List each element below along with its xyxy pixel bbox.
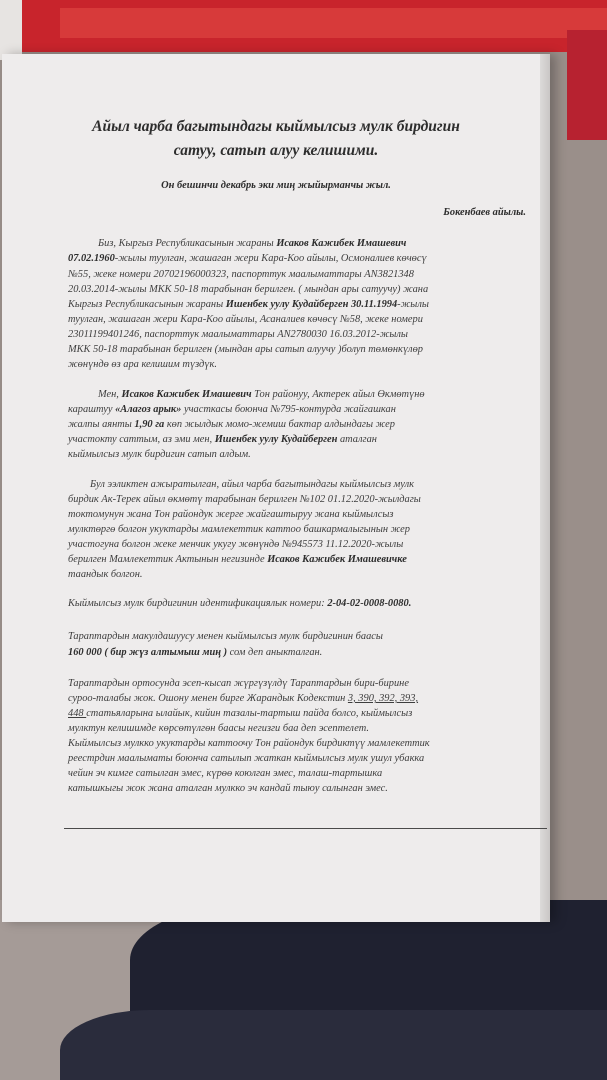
text-line: туулган, жашаган жери Кара-Коо айылы, Асаналиев көчөсү №58, жеке номери — [68, 314, 423, 325]
text-line: бирдик Ак-Терек айыл өкмөтү тарабынан берилген №102 01.12.2020-жылдагы — [68, 494, 421, 505]
text-line: мулктөргө болгон укуктарды мамлекеттик каттоо башкармалыгынын жер — [68, 524, 410, 535]
text-line: 20.03.2014-жылы МКК 50-18 тарабынан берилген. ( мындан ары сатуучу) жана — [68, 284, 429, 295]
date-line: Он бешинчи декабрь эки миң жыйырманчы жыл. — [161, 180, 391, 191]
text-line: участокту саттым, аз эми мен, Ишенбек уулу Кудайберген аталган — [68, 434, 377, 445]
text-line: Кыймылсыз мулкко укуктарды каттоочу Тон райондук бирдиктүү мамлекеттик — [68, 738, 430, 749]
text-line: кыймылсыз мулк бирдигин сатып алдым. — [68, 449, 251, 460]
background-paper — [0, 0, 22, 60]
red-folder-edge — [567, 30, 607, 140]
place-line: Бокенбаев айылы. — [443, 207, 526, 218]
text-line: МКК 50-18 тарабынан берилген (мындан ары сатып алуучу )болуп төмөнкүлөр — [68, 344, 423, 355]
text-line: таандык болгон. — [68, 569, 143, 580]
text-line: суроо-талабы жок. Ошону менен бирге Жарандык Кодекстин 3, 390, 392, 393, — [68, 693, 419, 704]
signature-divider — [64, 828, 547, 829]
text-line: 07.02.1960-жылы туулган, жашаган жери Кара-Коо айылы, Осмоналиев көчөсү — [68, 253, 427, 264]
text-line: 23011199401246, паспорттук маалыматтары AN2780030 16.03.2012-жылы — [68, 329, 408, 340]
text-line: №55, жеке номери 20702196000323, паспорттук маалыматтары AN3821348 — [68, 269, 414, 280]
text-line: 448 статьяларына ылайык, кийин тазалы-тартыш пайда болсо, кыймылсыз — [68, 708, 413, 719]
contract-sheet — [2, 54, 550, 922]
text-line: мулктун келишимде көрсөтүлгөн баасы негизги баа деп эсептелет. — [68, 723, 369, 734]
text-line: участогуна болгон жеке менчик укугу жөнүндө №945573 11.12.2020-жылы — [68, 539, 404, 550]
text-line: Кыргыз Республикасынын жараны Ишенбек уулу Кудайберген 30.11.1994-жылы — [68, 299, 429, 310]
title-line-1: Айыл чарба багытындагы кыймылсыз мулк бирдигин — [92, 118, 460, 135]
text-line: 160 000 ( бир жүз алтымыш миң ) сом деп аныкталган. — [68, 647, 323, 658]
text-line: реестрдин маалыматы боюнча сатылып жаткан кыймылсыз мулк ушул убакка — [68, 753, 425, 764]
text-line: караштуу «Алагоз арык» участкасы боюнча №795-контурда жайгашкан — [68, 404, 396, 415]
text-line: чейин эч кимге сатылган эмес, күрөө коюлган эмес, талаш-тартышка — [68, 768, 383, 779]
text-line: Тараптардын макулдашуусу менен кыймылсыз мулк бирдигинин баасы — [68, 631, 383, 642]
text-line: жалпы аянты 1,90 га көп жылдык момо-жемиш бактар алдындагы жер — [68, 419, 395, 430]
title-line-2: сатуу, сатып алуу келишими. — [173, 142, 379, 159]
text-line: Тараптардын ортосунда эсеп-кысап жүргүзүлдү Тараптардын бири-бирине — [68, 678, 409, 689]
text-line: жөнүндө өз ара келишим түздүк. — [68, 359, 217, 370]
identification-number-line: Кыймылсыз мулк бирдигинин идентификациялык номери: 2-04-02-0008-0080. — [68, 598, 412, 609]
dark-fabric-fold — [60, 1010, 607, 1080]
text-line: берилген Мамлекеттик Актынын негизинде Исаков Кажибек Имашевичке — [68, 554, 407, 565]
red-folder-inner — [60, 8, 607, 38]
text-line: Биз, Кыргыз Республикасынын жараны Исаков Кажибек Имашевич — [98, 238, 407, 249]
text-line: токтомунун жана Тон райондук жерге жайгаштыруу жана кыймылсыз — [68, 509, 394, 520]
text-line: Мен, Исаков Кажибек Имашевич Тон районуу, Актерек айыл Өкмөтүнө — [98, 389, 425, 400]
text-line: Бул ээликтен ажыратылган, айыл чарба багытындагы кыймылсыз мулк — [90, 479, 414, 490]
text-line: катышкыгы жок жана аталган мулкко эч кандай тыюу салынган эмес. — [68, 783, 388, 794]
